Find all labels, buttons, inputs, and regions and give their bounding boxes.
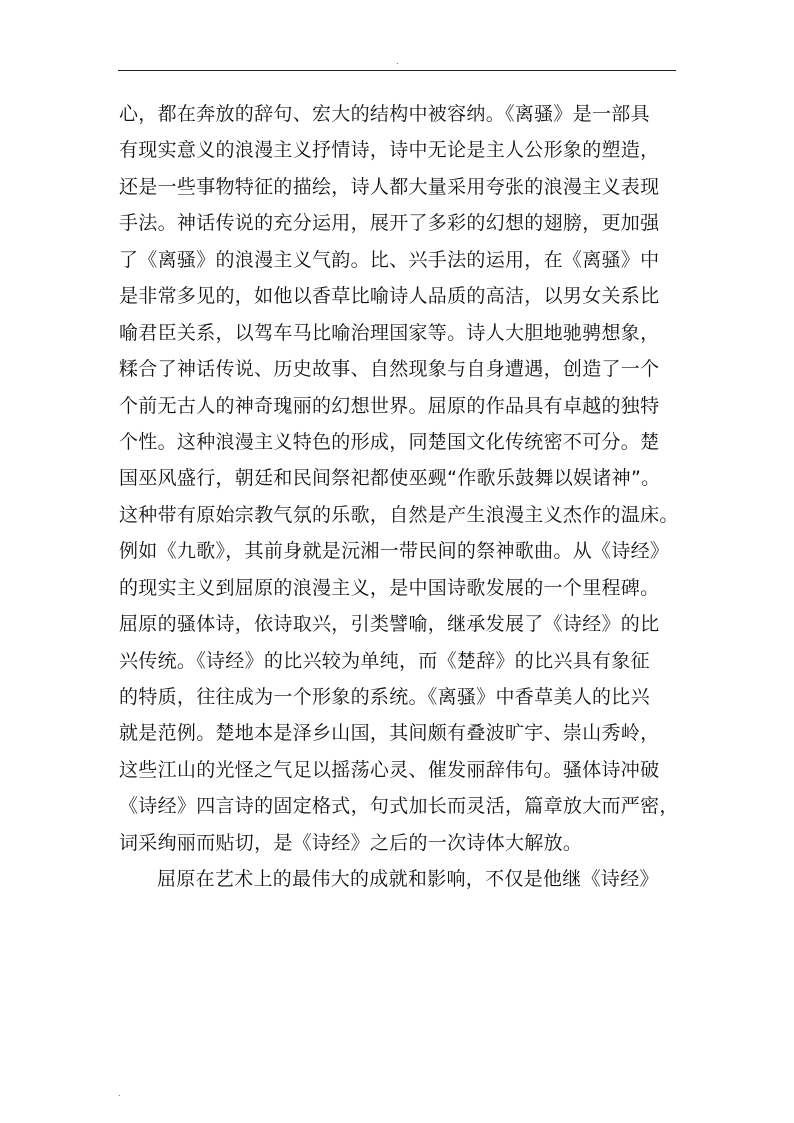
text-line: 有现实意义的浪漫主义抒情诗，诗中无论是主人公形象的塑造， <box>119 139 660 162</box>
header-rule <box>118 70 676 71</box>
text-line: 喻君臣关系，以驾车马比喻治理国家等。诗人大胆地驰骋想象， <box>119 321 660 344</box>
footer-mark: . <box>118 1089 121 1098</box>
text-line: 手法。神话传说的充分运用，展开了多彩的幻想的翅膀，更加强 <box>119 212 660 235</box>
text-line: 心，都在奔放的辞句、宏大的结构中被容纳。《离骚》是一部具 <box>119 103 650 125</box>
text-line: 个前无古人的神奇瑰丽的幻想世界。屈原的作品具有卓越的独特 <box>119 394 660 417</box>
body-text <box>119 96 679 898</box>
text-line: 《诗经》四言诗的固定格式，句式加长而灵活，篇章放大而严密， <box>119 795 679 818</box>
text-line: 是非常多见的，如他以香草比喻诗人品质的高洁，以男女关系比 <box>119 285 660 308</box>
text-line: 屈原的骚体诗，依诗取兴，引类譬喻，继承发展了《诗经》的比 <box>119 613 660 636</box>
text-line: 的现实主义到屈原的浪漫主义，是中国诗歌发展的一个里程碑。 <box>119 576 660 599</box>
header-mark: . <box>396 57 399 66</box>
text-line: 还是一些事物特征的描绘，诗人都大量采用夸张的浪漫主义表现 <box>119 175 660 198</box>
text-line: 例如《九歌》，其前身就是沅湘一带民间的祭神歌曲。从《诗经》 <box>119 540 670 563</box>
text-line: 的特质，往往成为一个形象的系统。《离骚》中香草美人的比兴 <box>119 686 650 708</box>
text-line: 糅合了神话传说、历史故事、自然现象与自身遭遇，创造了一个 <box>119 358 660 381</box>
text-line: 就是范例。楚地本是泽乡山国，其间颇有叠波旷宇、崇山秀岭， <box>119 722 660 745</box>
paragraph-start-line: 屈原在艺术上的最伟大的成就和影响，不仅是他继《诗经》 <box>157 868 659 891</box>
text-line: 这些江山的光怪之气足以摇荡心灵、催发丽辞伟句。骚体诗冲破 <box>119 758 660 781</box>
text-line: 这种带有原始宗教气氛的乐歌，自然是产生浪漫主义杰作的温床。 <box>119 503 679 526</box>
text-line: 兴传统。《诗经》的比兴较为单纯，而《楚辞》的比兴具有象征 <box>119 649 650 672</box>
text-line: 国巫风盛行，朝廷和民间祭祀都使巫觋“作歌乐鼓舞以娱诸神”。 <box>119 467 661 490</box>
text-line: 了《离骚》的浪漫主义气韵。比、兴手法的运用，在《离骚》中 <box>119 248 660 271</box>
text-line: 词采绚丽而贴切，是《诗经》之后的一次诗体大解放。 <box>119 831 583 854</box>
text-line: 个性。这种浪漫主义特色的形成，同楚国文化传统密不可分。楚 <box>119 430 660 453</box>
